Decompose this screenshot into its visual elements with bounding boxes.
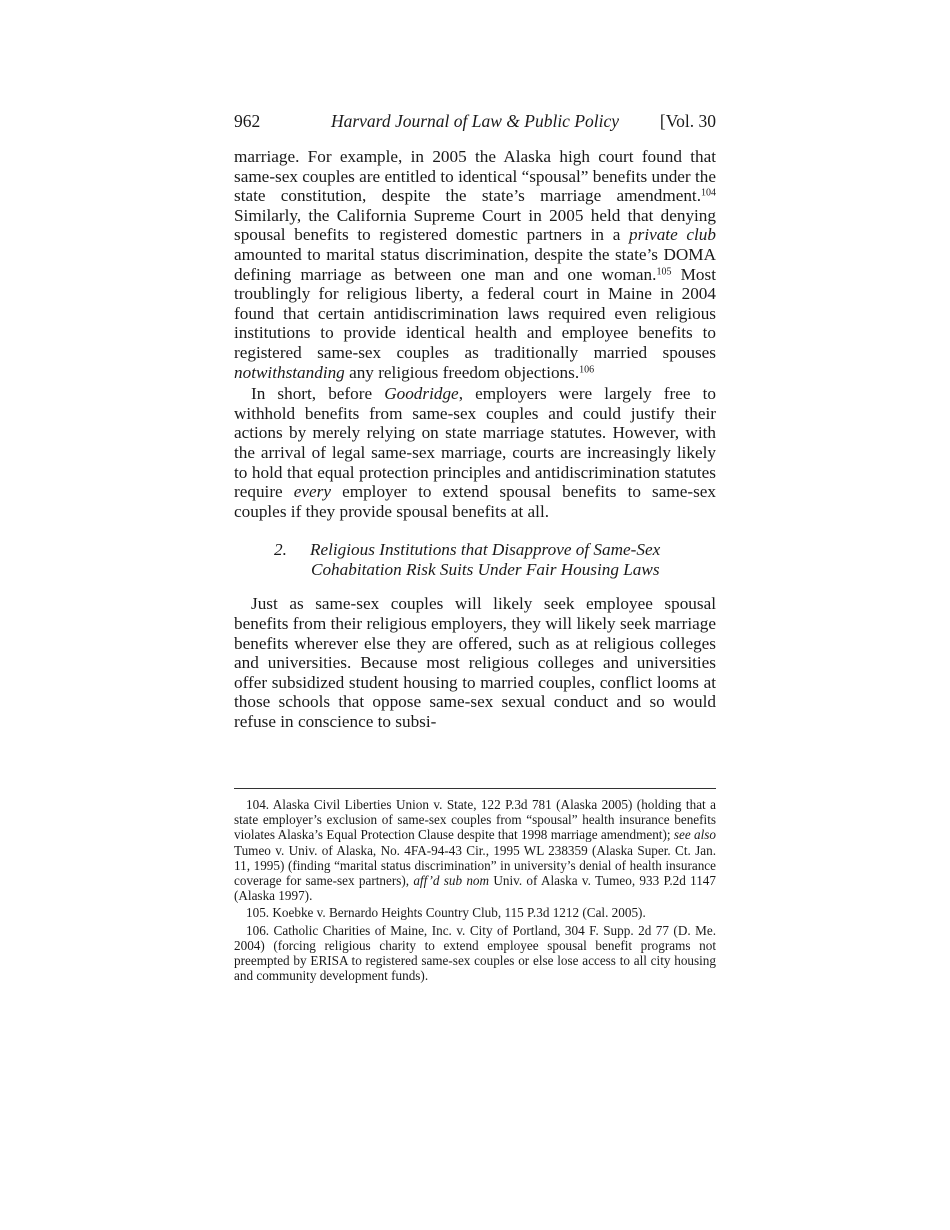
section-heading bbox=[234, 540, 716, 579]
footnote-ref-106: 106 bbox=[579, 364, 595, 376]
footnote-ref-104: 104 bbox=[701, 187, 716, 199]
running-header bbox=[234, 109, 716, 133]
footnote-divider bbox=[234, 788, 716, 789]
footnote-105: 105. Koebke v. Bernardo Heights Country Club, 115 P.3d 1212 (Cal. 2005). bbox=[246, 905, 646, 921]
footnotes bbox=[234, 797, 716, 985]
paragraph: Just as same-sex couples will likely seek employee spousal benefits from their religious employers, they will likely seek marriage benefits wherever else they are offered, such as at religious colleges and universities. Because most religious colleges and universities offer subsidized student housing to married couples, conflict looms at those schools that oppose same-sex sexual conduct and so would refuse in conscience to subsi- bbox=[234, 594, 716, 732]
footnote-104: 104. Alaska Civil Liberties Union v. State, 122 P.3d 781 (Alaska 2005) (holding that a state employer’s exclusion of same-sex couples from “spousal” health insurance benefits violates Alaska’s Equal Protection Clause despite that 1998 marriage amendment); see also Tumeo v. Univ. of Alaska, No. 4FA-94-43 Cir., 1995 WL 238359 (Alaska Super. Ct. Jan. 11, 1995) (finding “marital status discrimination” in university’s denial of health insurance coverage for same-sex partners), aff’d sub nom Univ. of Alaska v. Tumeo, 933 P.2d 1147 (Alaska 1997). bbox=[234, 797, 716, 904]
main-text bbox=[234, 147, 716, 732]
journal-title: Harvard Journal of Law & Public Policy bbox=[330, 111, 620, 131]
paragraph-continued: marriage. For example, in 2005 the Alaska high court found that same-sex couples are entitled to identical “spousal” benefits under the state constitution, despite the state’s marriage amendment.$^{104}$ Similarly, the California Supreme Court in 2005 held that denying spousal benefits to registered domestic partners in a private club amounted to marital status discrimination, despite the state’s DOMA defining marriage as between one man and one woman.$^{105}$ Most troublingly for religious liberty, a federal court in Maine in 2004 found that certain antidiscrimination laws required even religious institutions to provide identical health and employee benefits to registered same-sex couples as traditionally married spouses notwithstanding any religious freedom objections.$^{106}$ bbox=[234, 147, 716, 382]
section-title-line-1: Religious Institutions that Disapprove of Same-Sex bbox=[310, 540, 661, 560]
section-number: 2. bbox=[274, 540, 287, 560]
page-number: 962 bbox=[234, 111, 261, 131]
footnote-106: 106. Catholic Charities of Maine, Inc. v. City of Portland, 304 F. Supp. 2d 77 (D. Me. 2004) (forcing religious charity to extend employee spousal benefit programs not preempted by ERISA to registered same-sex couples or else lose access to all city housing and community development funds). bbox=[234, 922, 716, 984]
footnote-ref-105: 105 bbox=[656, 266, 672, 278]
paragraph: In short, before Goodridge, employers were largely free to withhold benefits from same-sex couples and could justify their actions by merely relying on state marriage statutes. However, with the arrival of legal same-sex marriage, courts are increasingly likely to hold that equal protection principles and antidiscrimination statutes require every employer to extend spousal benefits to same-sex couples if they provide spousal benefits at all. bbox=[234, 384, 716, 521]
section-title-line-2: Cohabitation Risk Suits Under Fair Housing Laws bbox=[311, 559, 660, 579]
volume-label: [Vol. 30 bbox=[659, 111, 716, 131]
